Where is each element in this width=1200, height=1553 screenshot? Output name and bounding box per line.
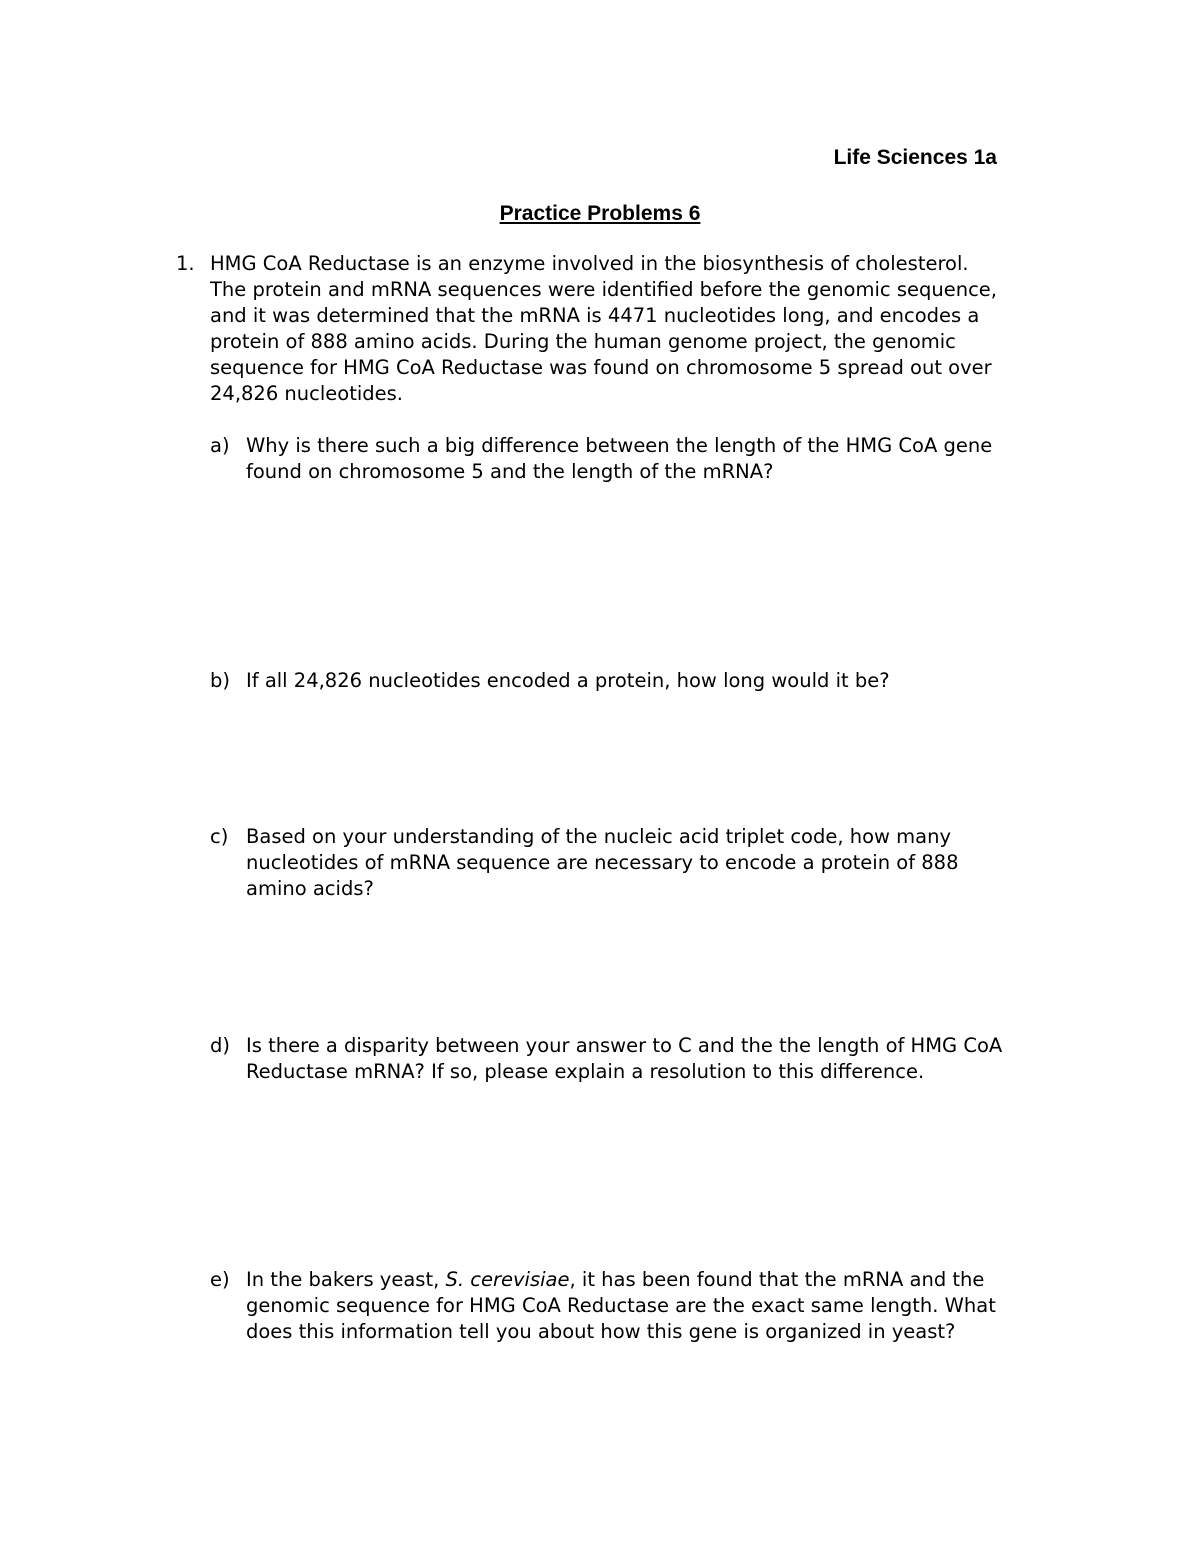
part-text: Based on your understanding of the nucleic acid triplet code, how many nucleotides of mRNA sequence are necessary to encode a protein of 888 amino acids? — [246, 825, 959, 900]
question-part-e — [210, 1267, 1010, 1345]
part-label: a) — [210, 434, 230, 457]
question-part-c — [210, 824, 1010, 902]
question-number: 1. — [176, 252, 195, 275]
part-text-end: , it has been found that the mRNA and the genomic sequence for HMG CoA Reductase are the exact same length. What does this information tell you about how this gene is organized in yeast? — [246, 1268, 996, 1343]
course-name: Life Sciences 1a — [833, 146, 997, 169]
part-label: e) — [210, 1268, 230, 1291]
page-title: Practice Problems 6 — [499, 202, 701, 225]
question-part-a — [210, 433, 1010, 485]
part-label: d) — [210, 1034, 230, 1057]
question-part-b — [210, 668, 1010, 694]
part-text — [246, 1267, 1010, 1345]
part-label: b) — [210, 669, 230, 692]
part-text-start: In the bakers yeast, — [246, 1268, 446, 1291]
species-name: S. cerevisiae — [445, 1268, 570, 1291]
part-text: If all 24,826 nucleotides encoded a protein, how long would it be? — [246, 669, 890, 692]
part-text: Is there a disparity between your answer to C and the the length of HMG CoA Reductase mRNA? If so, please explain a resolution to this difference. — [246, 1034, 1003, 1083]
question-text: HMG CoA Reductase is an enzyme involved in the biosynthesis of cholesterol. The protein and mRNA sequences were identified before the genomic sequence, and it was determined that the mRNA is 4471 nucleotides long, and encodes a protein of 888 amino acids. During the human genome project, the genomic sequence for HMG CoA Reductase was found on chromosome 5 spread out over 24,826 nucleotides. — [210, 252, 997, 405]
part-text: Why is there such a big difference between the length of the HMG CoA gene found on chromosome 5 and the length of the mRNA? — [246, 434, 993, 483]
part-label: c) — [210, 825, 229, 848]
question-part-d — [210, 1033, 1010, 1085]
